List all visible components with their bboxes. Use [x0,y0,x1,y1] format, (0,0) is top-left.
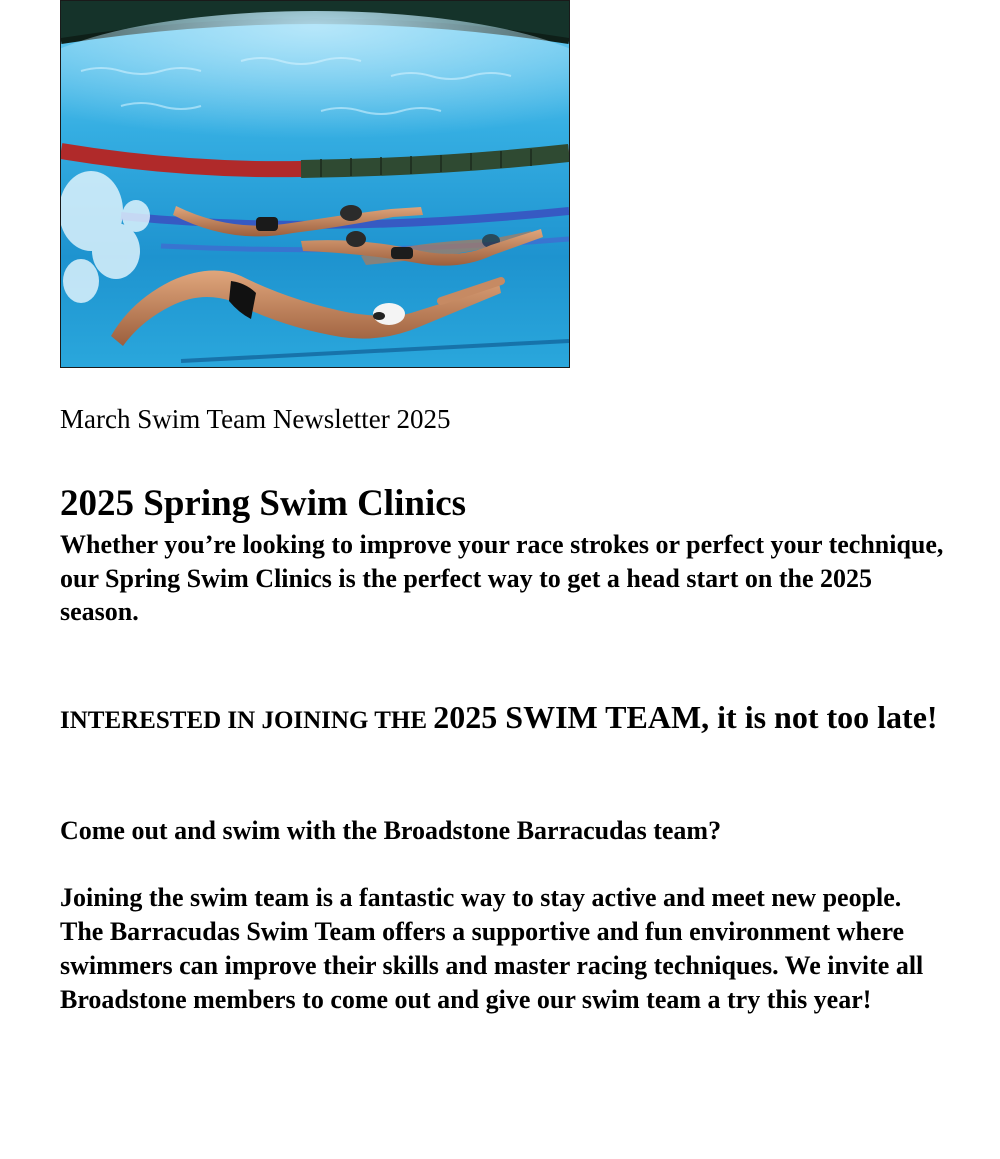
clinics-paragraph: Whether you’re looking to improve your race strokes or perfect your technique, our Spring Swim Clinics is the perfect way to get a head start on the 2025 season. [60,530,944,626]
join-heading-lead: INTERESTED IN JOINING THE [60,707,434,734]
join-heading [60,696,950,745]
swimmers-illustration [61,1,569,367]
clinics-heading: 2025 Spring Swim Clinics [60,483,467,524]
join-heading-main: 2025 SWIM TEAM, it is not too late! [433,699,938,735]
swimmers-photo [60,0,570,368]
join-paragraph: Joining the swim team is a fantastic way to stay active and meet new people. The Barracudas Swim Team offers a supportive and fun environment where swimmers can improve their skills and master racing techniques. We invite all Broadstone members to come out and give our swim team a try this year! [60,883,924,1014]
join-question: Come out and swim with the Broadstone Barracudas team? [60,816,722,845]
newsletter-subtitle: March Swim Team Newsletter 2025 [60,404,451,434]
